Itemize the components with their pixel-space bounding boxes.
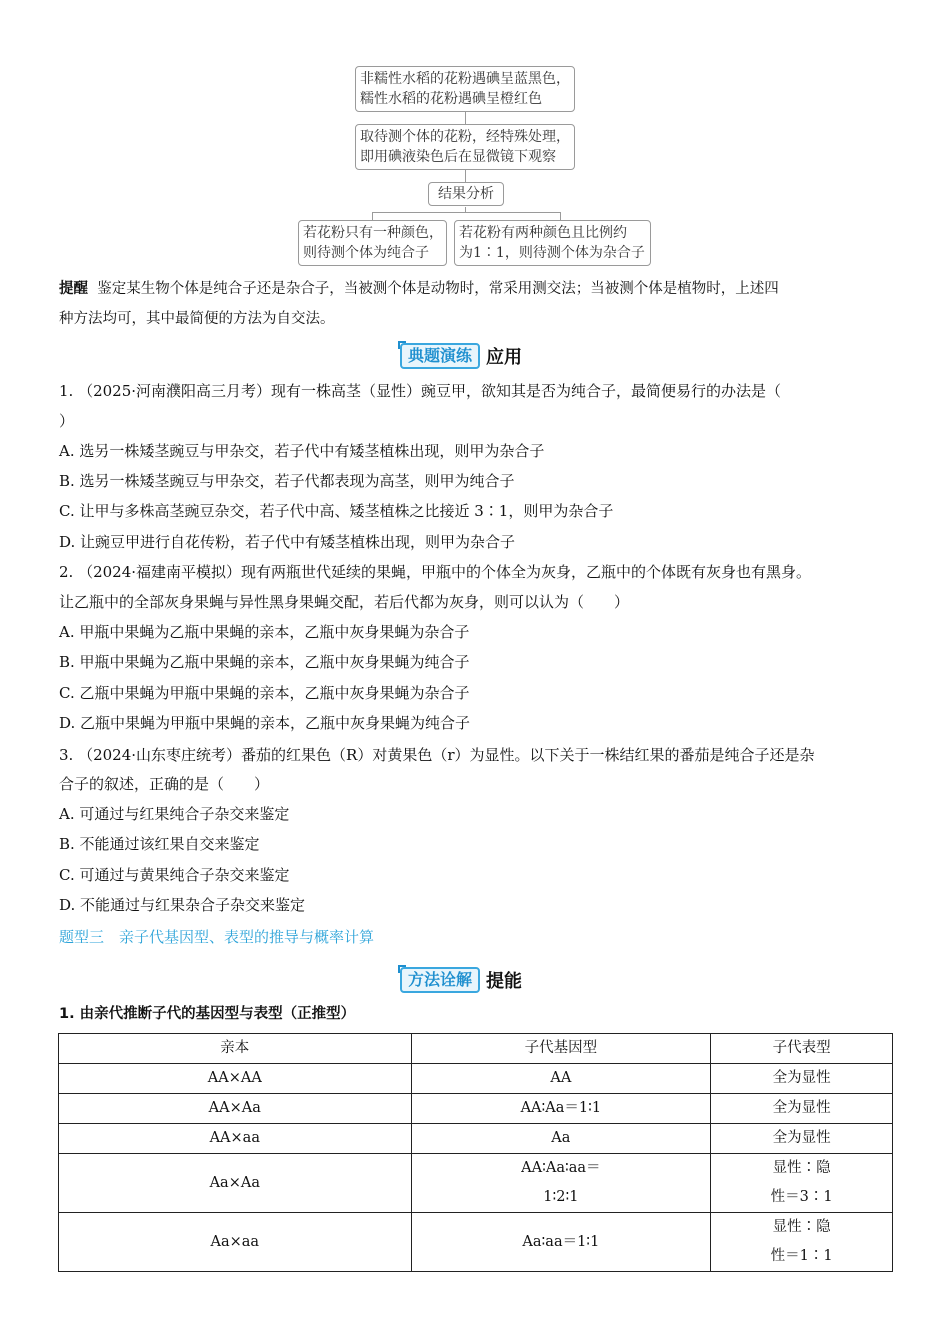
flowchart-box-result-pure [298, 220, 447, 266]
flowchart-arrow [465, 170, 466, 182]
table-row [59, 1094, 893, 1124]
banner-tag: 典题演练 [400, 343, 480, 369]
flowchart-text: 糯性水稻的花粉遇碘呈橙红色 [360, 91, 542, 107]
flowchart-box-procedure [355, 124, 575, 170]
question-stem: 合子的叙述，正确的是（ ） [59, 775, 270, 793]
flowchart-text: 若花粉有两种颜色且比例约 [459, 225, 627, 241]
cell-line: 显性∶隐 [772, 1219, 831, 1235]
flowchart-box-premise [355, 66, 575, 112]
question-option: B. 选另一株矮茎豌豆与甲杂交，若子代都表现为高茎，则甲为纯合子 [59, 472, 515, 490]
table-cell-phenotype [711, 1213, 893, 1272]
table-header: 亲本 [59, 1034, 412, 1064]
table-cell-genotype [411, 1094, 711, 1124]
table-cell-parent: AA×aa [59, 1124, 412, 1154]
flowchart-connector [372, 212, 560, 213]
table-row [59, 1124, 893, 1154]
cell-line: Aa [551, 1130, 571, 1146]
question-option: A. 可通过与红果纯合子杂交来鉴定 [59, 805, 290, 823]
table-cell-parent: Aa×Aa [59, 1154, 412, 1213]
flowchart-box-result-hybrid [454, 220, 651, 266]
table-header-row [59, 1034, 893, 1064]
table-cell-genotype [411, 1124, 711, 1154]
section-title: 题型三 亲子代基因型、表型的推导与概率计算 [59, 928, 375, 946]
table-header: 子代表型 [711, 1034, 893, 1064]
question-option: D. 让豌豆甲进行自花传粉，若子代中有矮茎植株出现，则甲为杂合子 [59, 533, 516, 551]
cell-line: 全为显性 [772, 1100, 831, 1116]
tip-paragraph [59, 274, 894, 334]
question-option: D. 不能通过与红果杂合子杂交来鉴定 [59, 896, 306, 914]
table-cell-parent: AA×Aa [59, 1094, 412, 1124]
banner-word: 提能 [486, 971, 523, 992]
cell-line: AA∶Aa∶aa＝ [521, 1160, 601, 1176]
question-option: C. 乙瓶中果蝇为甲瓶中果蝇的亲本，乙瓶中灰身果蝇为杂合子 [59, 684, 470, 702]
flowchart-text: 即用碘液染色后在显微镜下观察 [360, 149, 556, 165]
question-stem: 3. （2024·山东枣庄统考）番茄的红果色（R）对黄果色（r）为显性。以下关于一株结红果的番茄是纯合子还是杂 [59, 746, 815, 764]
banner-word: 应用 [486, 347, 523, 368]
cell-line: Aa∶aa＝1∶1 [522, 1233, 600, 1250]
table-header: 子代基因型 [411, 1034, 711, 1064]
flowchart-text: 若花粉只有一种颜色， [303, 225, 443, 241]
tip-text: 鉴定某生物个体是纯合子还是杂合子，当被测个体是动物时，常采用测交法；当被测个体是植物时，上述四 [97, 281, 779, 297]
cell-line: AA [550, 1070, 572, 1086]
question-option: B. 不能通过该红果自交来鉴定 [59, 835, 260, 853]
cell-line: AA∶Aa＝1∶1 [520, 1100, 602, 1116]
flowchart-arrow [372, 212, 373, 220]
flowchart-arrow [560, 212, 561, 220]
cell-line: 全为显性 [772, 1130, 831, 1146]
cell-line: 全为显性 [772, 1070, 831, 1086]
cell-line: 1∶2∶1 [543, 1189, 579, 1205]
table-cell-parent: Aa×aa [59, 1213, 412, 1272]
table-cell-phenotype [711, 1124, 893, 1154]
flowchart-box-analysis [428, 182, 504, 206]
flowchart-text: 结果分析 [438, 186, 494, 202]
flowchart-text: 取待测个体的花粉，经特殊处理， [360, 129, 570, 145]
question-stem: 让乙瓶中的全部灰身果蝇与异性黑身果蝇交配，若后代都为灰身，则可以认为（ ） [59, 593, 630, 611]
question-option: A. 选另一株矮茎豌豆与甲杂交，若子代中有矮茎植株出现，则甲为杂合子 [59, 442, 545, 460]
section-banner-method [400, 966, 522, 994]
tip-label: 提醒 [59, 281, 88, 297]
flowchart-text: 则待测个体为纯合子 [303, 245, 429, 261]
table-cell-genotype [411, 1213, 711, 1272]
tip-text: 种方法均可，其中最简便的方法为自交法。 [59, 311, 335, 327]
question-option: B. 甲瓶中果蝇为乙瓶中果蝇的亲本，乙瓶中灰身果蝇为纯合子 [59, 653, 470, 671]
question-stem: ） [59, 412, 75, 430]
question-option: C. 可通过与黄果纯合子杂交来鉴定 [59, 866, 290, 884]
question-option: A. 甲瓶中果蝇为乙瓶中果蝇的亲本，乙瓶中灰身果蝇为杂合子 [59, 623, 470, 641]
question-stem: 1. （2025·河南濮阳高三月考）现有一株高茎（显性）豌豆甲，欲知其是否为纯合子，最简便易行的办法是（ [59, 382, 782, 400]
flowchart-text: 非糯性水稻的花粉遇碘呈蓝黑色， [360, 71, 570, 87]
table-cell-genotype [411, 1154, 711, 1213]
cell-line: 性＝3∶1 [770, 1189, 833, 1205]
table-cell-genotype [411, 1064, 711, 1094]
table-cell-phenotype [711, 1154, 893, 1213]
cell-line: 显性∶隐 [772, 1160, 831, 1176]
table-row [59, 1154, 893, 1213]
subsection-title: 1. 由亲代推断子代的基因型与表型（正推型） [59, 1006, 356, 1022]
question-stem: 2. （2024·福建南平模拟）现有两瓶世代延续的果蝇，甲瓶中的个体全为灰身，乙瓶中的个体既有灰身也有黑身。 [59, 563, 812, 581]
question-option: C. 让甲与多株高茎豌豆杂交，若子代中高、矮茎植株之比接近 3∶1，则甲为杂合子 [59, 502, 614, 520]
flowchart-arrow [465, 112, 466, 124]
flowchart-text: 为1∶1，则待测个体为杂合子 [459, 245, 645, 261]
table-cell-parent: AA×AA [59, 1064, 412, 1094]
cell-line: 性＝1∶1 [770, 1248, 833, 1264]
banner-tag: 方法诠解 [400, 967, 480, 993]
table-row [59, 1064, 893, 1094]
table-row [59, 1213, 893, 1272]
question-option: D. 乙瓶中果蝇为甲瓶中果蝇的亲本，乙瓶中灰身果蝇为纯合子 [59, 714, 471, 732]
section-banner-practice [400, 342, 522, 370]
table-cell-phenotype [711, 1094, 893, 1124]
table-cell-phenotype [711, 1064, 893, 1094]
genotype-table [58, 1033, 893, 1272]
